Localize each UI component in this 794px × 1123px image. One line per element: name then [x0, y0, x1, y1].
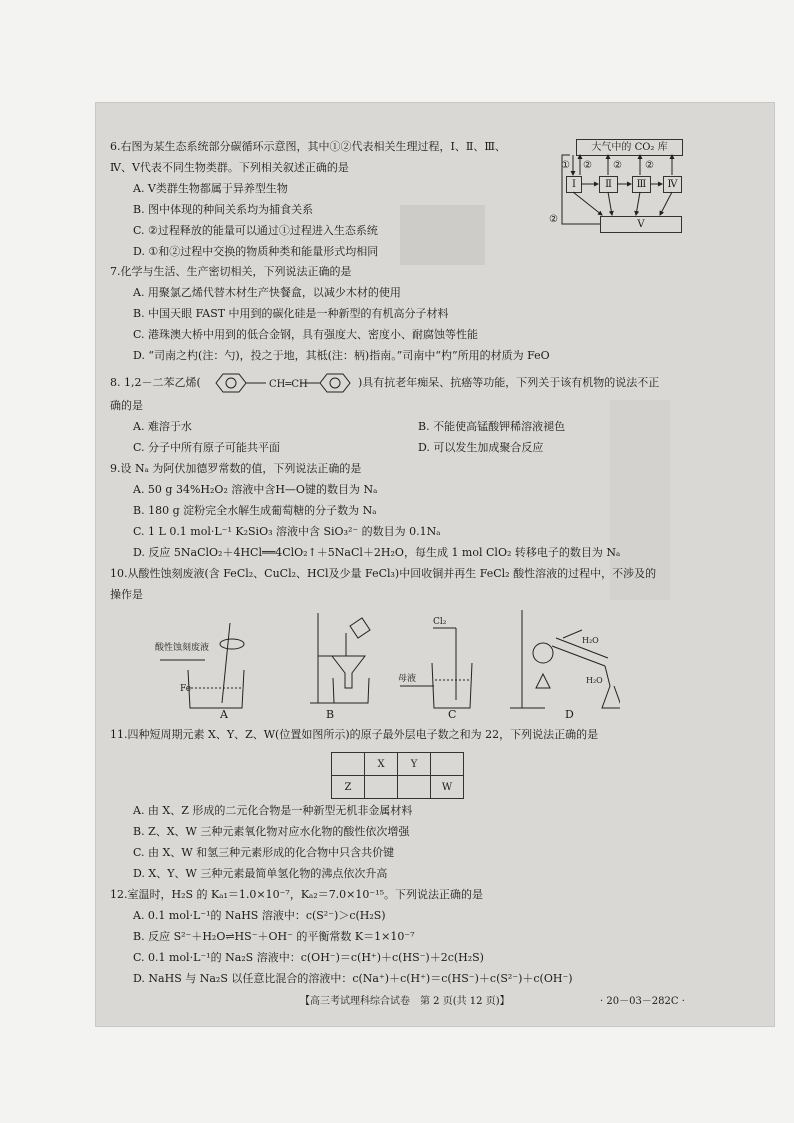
lab-apparatus-figure	[150, 608, 620, 720]
q12-option-a: A. 0.1 mol·L⁻¹的 NaHS 溶液中：c(S²⁻)＞c(H₂S)	[133, 909, 386, 922]
q12-option-d: D. NaHS 与 Na₂S 以任意比混合的溶液中：c(Na⁺)＋c(H⁺)＝c(HS⁻)＋c(S²⁻)＋c(OH⁻)	[133, 972, 573, 985]
apparatus-label-b: B	[326, 708, 335, 721]
q9-option-c: C. 1 L 0.1 mol·L⁻¹ K₂SiO₃ 溶液中含 SiO₃²⁻ 的数目为 0.1Nₐ	[133, 525, 441, 538]
q6-stem-line2: Ⅳ、Ⅴ代表不同生物类群。下列相关叙述正确的是	[110, 161, 349, 174]
apparatus-label-a: A	[220, 708, 228, 721]
water-out-label: H₂O	[582, 636, 599, 645]
q9-option-b: B. 180 g 淀粉完全水解生成葡萄糖的分子数为 Nₐ	[133, 504, 377, 517]
q7-option-d: D. “司南之杓(注：勺)，投之于地，其柢(注：柄)指南。”司南中“杓”所用的材质为 FeO	[133, 349, 550, 362]
q8-stem-part1: 8. 1,2－二苯乙烯(	[110, 376, 201, 389]
water-in-label: H₂O	[586, 676, 603, 685]
bleed-through-image	[400, 205, 485, 265]
group-1-box: Ⅰ	[566, 176, 582, 193]
process-2-mark: ②	[613, 160, 622, 171]
q6-option-b: B. 图中体现的种间关系均为捕食关系	[133, 203, 314, 216]
process-2-mark: ②	[645, 160, 654, 171]
q9-option-a: A. 50 g 34%H₂O₂ 溶液中含H—O键的数目为 Nₐ	[133, 483, 378, 496]
stilbene-structure	[210, 370, 358, 396]
periodic-position-grid	[331, 752, 464, 799]
apparatus-b	[310, 613, 370, 703]
q6-stem-line1: 6.右图为某生态系统部分碳循环示意图，其中①②代表相关生理过程，Ⅰ、Ⅱ、Ⅲ、	[110, 140, 506, 153]
q11-option-b: B. Z、X、W 三种元素氧化物对应水化物的酸性依次增强	[133, 825, 410, 838]
q10-stem-line1: 10.从酸性蚀刻废液(含 FeCl₂、CuCl₂、HCl及少量 FeCl₃)中回收铜并再生 FeCl₂ 酸性溶液的过程中，不涉及的	[110, 567, 657, 580]
q8-stem-line2: 确的是	[110, 399, 143, 412]
q7-option-b: B. 中国天眼 FAST 中用到的碳化硅是一种新型的有机高分子材料	[133, 307, 449, 320]
apparatus-d	[510, 610, 620, 708]
vinyl-linker: CH═CH	[269, 379, 308, 390]
apparatus-label-d: D	[565, 708, 574, 721]
process-2-mark: ②	[583, 160, 592, 171]
group-5-box: Ⅴ	[600, 216, 682, 233]
q8-option-b: B. 不能使高锰酸钾稀溶液褪色	[418, 420, 566, 433]
apparatus-c	[400, 628, 472, 708]
chlorine-label: Cl₂	[433, 617, 447, 627]
element-y: Y	[398, 753, 431, 776]
q8-option-d: D. 可以发生加成聚合反应	[418, 441, 544, 454]
group-4-box: Ⅳ	[663, 176, 682, 193]
q11-option-c: C. 由 X、W 和氢三种元素形成的化合物中只含共价键	[133, 846, 395, 859]
q8-option-c: C. 分子中所有原子可能共平面	[133, 441, 281, 454]
q11-option-d: D. X、Y、W 三种元素最简单氢化物的沸点依次升高	[133, 867, 388, 880]
q12-stem: 12.室温时，H₂S 的 Kₐ₁＝1.0×10⁻⁷，Kₐ₂＝7.0×10⁻¹⁵。下列说法正确的是	[110, 888, 484, 901]
q6-option-d: D. ①和②过程中交换的物质种类和能量形式均相同	[133, 245, 379, 258]
page-footer-code: · 20－03－282C ·	[600, 996, 685, 1007]
q6-option-a: A. Ⅴ类群生物都属于异养型生物	[133, 182, 288, 195]
q11-option-a: A. 由 X、Z 形成的二元化合物是一种新型无机非金属材料	[133, 804, 413, 817]
q9-stem: 9.设 Nₐ 为阿伏加德罗常数的值，下列说法正确的是	[110, 462, 362, 475]
apparatus-a	[160, 623, 244, 708]
q8-stem-part2: )具有抗老年痴呆、抗癌等功能，下列关于该有机物的说法不正	[358, 376, 660, 389]
q12-option-b: B. 反应 S²⁻＋H₂O⇌HS⁻＋OH⁻ 的平衡常数 K＝1×10⁻⁷	[133, 930, 415, 943]
element-w: W	[431, 776, 464, 799]
waste-liquid-label: 酸性蚀刻废液	[155, 643, 210, 653]
element-x: X	[365, 753, 398, 776]
q6-option-c: C. ②过程释放的能量可以通过①过程进入生态系统	[133, 224, 378, 237]
element-z: Z	[332, 776, 365, 799]
q7-stem: 7.化学与生活、生产密切相关，下列说法正确的是	[110, 265, 352, 278]
co2-pool-box: 大气中的 CO₂ 库	[576, 139, 683, 156]
q8-option-a: A. 难溶于水	[133, 420, 192, 433]
q10-stem-line2: 操作是	[110, 588, 143, 601]
page-footer-title: 【高三考试理科综合试卷 第 2 页(共 12 页)】	[300, 996, 510, 1007]
iron-label: Fe	[180, 684, 192, 694]
apparatus-label-c: C	[448, 708, 457, 721]
q11-stem: 11.四种短周期元素 X、Y、Z、W(位置如图所示)的原子最外层电子数之和为 22，下列说法正确的是	[110, 728, 599, 741]
q9-option-d: D. 反应 5NaClO₂＋4HCl══4ClO₂↑＋5NaCl＋2H₂O，每生成 1 mol ClO₂ 转移电子的数目为 Nₐ	[133, 546, 621, 559]
group-3-box: Ⅲ	[632, 176, 651, 193]
q12-option-c: C. 0.1 mol·L⁻¹的 Na₂S 溶液中：c(OH⁻)＝c(H⁺)＋c(HS⁻)＋2c(H₂S)	[133, 951, 484, 964]
process-2-mark: ②	[549, 214, 558, 225]
process-1-mark: ①	[561, 160, 570, 171]
q7-option-c: C. 港珠澳大桥中用到的低合金钢，具有强度大、密度小、耐腐蚀等性能	[133, 328, 479, 341]
mother-liquor-label: 母液	[398, 674, 417, 684]
group-2-box: Ⅱ	[599, 176, 618, 193]
q7-option-a: A. 用聚氯乙烯代替木材生产快餐盒，以减少木材的使用	[133, 286, 401, 299]
